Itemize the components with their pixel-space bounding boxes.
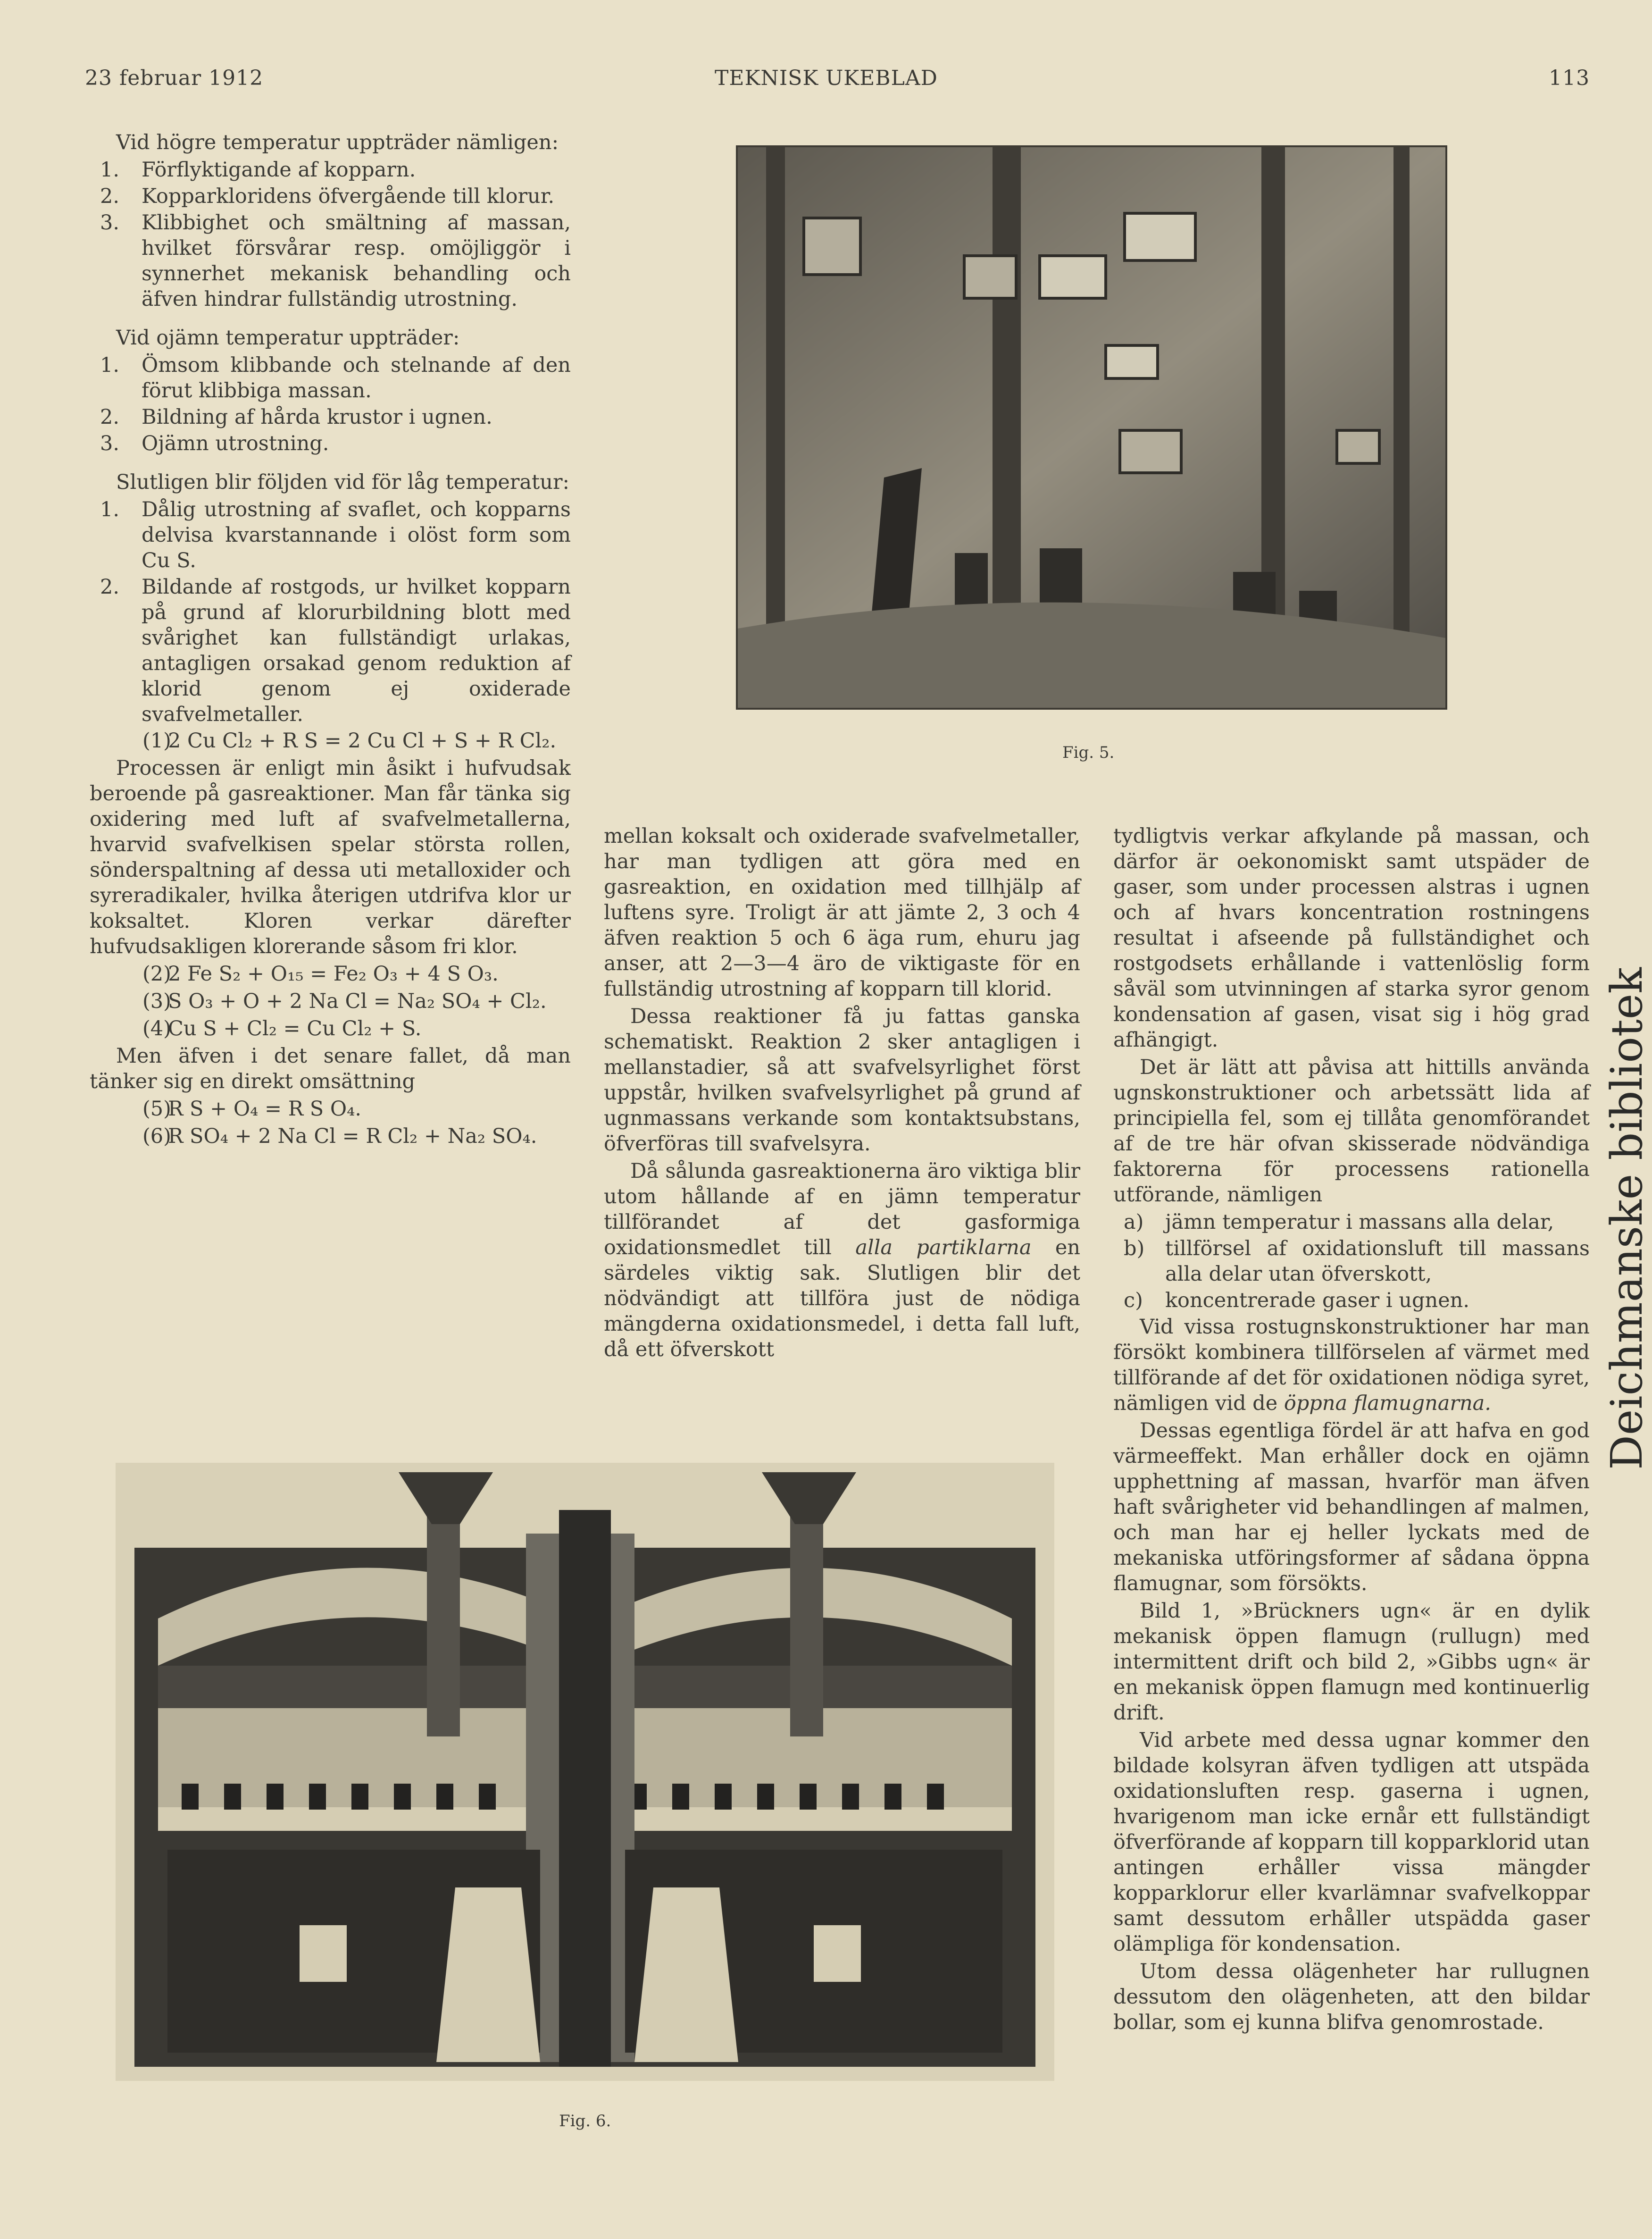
figure-5-furnace-photo (736, 145, 1447, 710)
list-item: 1. Ömsom klibbande och stelnande af den förut klibbiga massan. (100, 353, 571, 403)
col2-paragraph-1: mellan koksalt och oxiderade svafvelmetaller, har man tydligen att göra med en gasreaktion, en oxidation med tillhjälp af luftens syre. Troligt är att jämte 2, 3 och 4 äfven reaktion 5 och 6 äga rum, ehuru jag anser, att 2—3—4 äro de viktigaste för en fullständig utrostning af kopparn till klorid. (604, 824, 1080, 1001)
header-date: 23 februar 1912 (85, 66, 264, 90)
equation-1: (1)2 Cu Cl₂ + R S = 2 Cu Cl + S + R Cl₂. (142, 729, 557, 753)
uneven-intro: Vid ojämn temperatur uppträder: (116, 326, 460, 350)
equation-3: (3)S O₃ + O + 2 Na Cl = Na₂ SO₄ + Cl₂. (142, 990, 547, 1013)
equation-4: (4)Cu S + Cl₂ = Cu Cl₂ + S. (142, 1017, 422, 1040)
header-journal-title: TEKNISK UKEBLAD (715, 66, 938, 90)
figure-5-caption: Fig. 5. (1062, 743, 1115, 762)
list-item: b) tillförsel af oxidationsluft till massans alla delar utan öfverskott, (1124, 1237, 1590, 1286)
col2-paragraph-3: Då sålunda gasreaktionerna äro viktiga blir utom hållande af en jämn temperatur tillförandet af det gasformiga oxidationsmedlet till alla partiklarna en särdeles viktig sak. Slutligen blir det nödvändigt att tillföra just de nödiga mängderna oxidationsmedel, i detta fall luft, då ett öfverskott (604, 1159, 1081, 1361)
col2-paragraph-2: Dessa reaktioner få ju fattas ganska schematiskt. Reaktion 2 sker antagligen i mellanstadier, så att svafvelsyrlighet först uppstår, hvilken svafvelsyrlighet på grund af ugnmassans verkande som kontaktsubstans, öfverföras till svafvelsyra. (604, 1005, 1080, 1156)
figure-6-furnace-section-drawing (116, 1463, 1054, 2081)
col3-paragraph-6: Vid arbete med dessa ugnar kommer den bildade kolsyran äfven tydligen att utspäda oxidationsluften resp. gaserna i ugnen, hvarigenom man icke ernår ett fullständigt öfverförande af kopparn till kopparklorid utan antingen erhåller vissa mängder kopparklorur eller kvarlämnar svafvelkoppar samt dessutom erhåller utspädda gaser olämpliga för kondensation. (1113, 1728, 1590, 1956)
list-item: 1. Förflyktigande af kopparn. (100, 158, 416, 182)
furnace-photo-illustration (738, 147, 1445, 708)
column-2 (604, 823, 1080, 1364)
column-1 (90, 130, 571, 1151)
equation-6: (6)R SO₄ + 2 Na Cl = R Cl₂ + Na₂ SO₄. (142, 1124, 537, 1148)
list-item: 2. Kopparkloridens öfvergående till klorur. (100, 184, 555, 208)
list-item: 3. Klibbighet och smältning af massan, hvilket försvårar resp. omöjliggör i synnerhet mekanisk behandling och äfven hindrar fullständig utrostning. (100, 211, 571, 311)
page-header (85, 66, 1590, 99)
equation-2: (2)2 Fe S₂ + O₁₅ = Fe₂ O₃ + 4 S O₃. (142, 962, 499, 986)
paragraph-process: Processen är enligt min åsikt i hufvudsak beroende på gasreaktioner. Man får tänka sig oxidering med luft af svafvelmetallerna, hvarvid svafvelkisen spelar största rollen, sönderspaltning af dessa uti metalloxider och syreradikaler, hvilka återigen utdrifva klor ur koksaltet. Kloren verkar därefter hufvudsakligen klorerande såsom fri klor. (90, 756, 571, 958)
low-temp-intro: Slutligen blir följden vid för låg temperatur: (116, 470, 570, 494)
col3-paragraph-2: Det är lätt att påvisa att hittills använda ugnskonstruktioner och arbetssätt lida af principiella fel, som ej tillåta genomförandet af de tre här ofvan skisserade nödvändiga faktorerna för processens rationella utförande, nämligen (1113, 1056, 1590, 1207)
side-stamp: Deichmanske bibliotek (1602, 967, 1652, 1470)
col3-paragraph-3: Vid vissa rostugnskonstruktioner har man försökt kombinera tillförselen af värmet med tillförande af det för oxidationen nödiga syret, nämligen vid de öppna flamugnarna. (1113, 1315, 1590, 1415)
figure-6-caption: Fig. 6. (559, 2112, 611, 2130)
list-item: c) koncentrerade gaser i ugnen. (1124, 1289, 1470, 1312)
col3-paragraph-7: Utom dessa olägenheter har rullugnen dessutom den olägenheten, att den bildar bollar, som ej kunna blifva genomrostade. (1113, 1960, 1590, 2034)
equation-5: (5)R S + O₄ = R S O₄. (142, 1097, 362, 1121)
list-item: a) jämn temperatur i massans alla delar, (1124, 1210, 1554, 1234)
col3-paragraph-4: Dessas egentliga fördel är att hafva en god värmeeffekt. Man erhåller dock en ojämn upphettning af massan, hvarför man äfven haft svårigheter vid behandlingen af malmen, och man har ej heller lyckats med de mekaniska utföringsformer af sådana öppna flamugnar, som försökts. (1113, 1419, 1590, 1595)
list-item: 1. Dålig utrostning af svaflet, och kopparns delvisa kvarstannande i olöst form som Cu S. (100, 498, 571, 572)
list-item: 3. Ojämn utrostning. (100, 432, 329, 455)
column-3 (1113, 823, 1590, 2037)
list-item: 2. Bildning af hårda krustor i ugnen. (100, 405, 492, 429)
header-page-number: 113 (1549, 66, 1590, 90)
col3-paragraph-1: tydligtvis verkar afkylande på massan, och därfor är oekonomiskt samt utspäder de gaser, som under processen alstras i ugnen och af hvars koncentration rostningens resultat i afseende på fullständighet och rostgodsets erhållande i vattenlöslig form såväl som utvinningen af starka syror genom kondensation af gasen, visat sig i hög grad afhängigt. (1113, 824, 1590, 1052)
col3-paragraph-5: Bild 1, »Brückners ugn« är en dylik mekanisk öppen flamugn (rullugn) med intermittent drift och bild 2, »Gibbs ugn« är en mekanisk öppen flamugn med kontinuerlig drift. (1113, 1599, 1590, 1725)
high-temp-intro: Vid högre temperatur uppträder nämligen: (116, 131, 559, 154)
paragraph-latter: Men äfven i det senare fallet, då man tänker sig en direkt omsättning (90, 1044, 571, 1093)
list-item: 2. Bildande af rostgods, ur hvilket kopparn på grund af klorurbildning blott med svårighet kan fullständigt urlakas, antagligen orsakad genom reduktion af klorid genom ej oxiderade svafvelmetaller. (100, 575, 571, 726)
furnace-section-illustration (116, 1463, 1054, 2081)
